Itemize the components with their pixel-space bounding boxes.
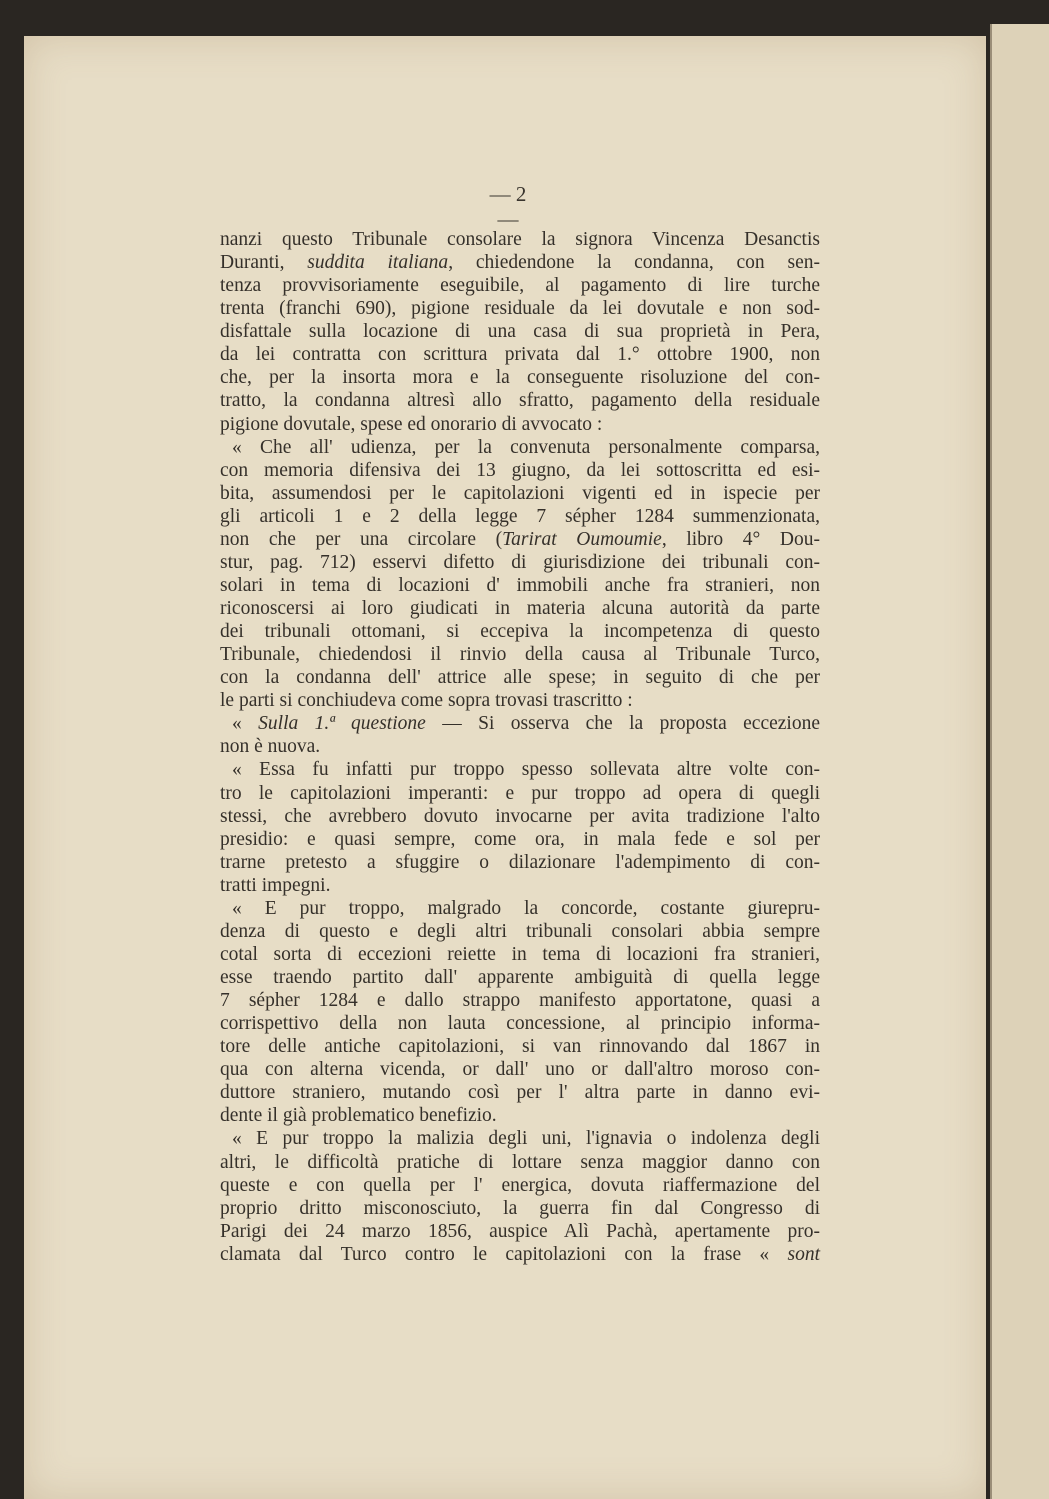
text-line — [220, 1197, 820, 1220]
text-line — [220, 343, 820, 366]
text-line — [220, 551, 820, 574]
text-segment: Duranti, — [220, 252, 308, 274]
text-segment: Tribunale, chiedendosi il rinvio della causa al Tribunale Turco, — [220, 644, 820, 666]
text-line — [220, 413, 820, 436]
text-segment: altri, le difficoltà pratiche di lottare senza maggior danno con — [220, 1151, 820, 1173]
text-segment: « E pur troppo, malgrado la concorde, costante giurepru- — [232, 897, 820, 919]
text-line — [220, 436, 820, 459]
text-segment: riconoscersi ai loro giudicati in materia alcuna autorità da parte — [220, 598, 820, 619]
text-line — [220, 643, 820, 666]
text-segment: « — [232, 713, 259, 735]
text-line — [220, 828, 820, 851]
text-line — [220, 482, 820, 505]
text-line — [220, 1012, 820, 1035]
text-line — [220, 989, 820, 1012]
text-segment: dente il già problematico benefizio. — [220, 1105, 497, 1127]
text-segment: corrispettivo della non lauta concessione, al principio informa- — [220, 1013, 820, 1035]
text-line — [220, 735, 820, 758]
text-line — [220, 851, 820, 874]
text-segment: clamata dal Turco contro le capitolazioni con la frase « — [220, 1243, 788, 1265]
text-line — [220, 1151, 820, 1174]
text-segment: tore delle antiche capitolazioni, si van rinnovando dal 1867 in — [220, 1036, 820, 1058]
text-segment: stessi, che avrebbero dovuto invocarne per avita tradizione l'alto — [220, 805, 820, 827]
text-segment: non è nuova. — [220, 736, 321, 758]
text-segment: bita, assumendosi per le capitolazioni vigenti ed in ispecie per — [220, 482, 820, 504]
text-segment: cotal sorta di eccezioni reiette in tema di locazioni fra stranieri, — [220, 943, 820, 965]
text-segment: pigione dovutale, spese ed onorario di avvocato : — [220, 413, 603, 435]
text-segment: « Essa fu infatti pur troppo spesso sollevata altre volte con- — [232, 759, 820, 781]
body-text — [220, 228, 820, 1266]
text-line — [220, 574, 820, 597]
text-line — [220, 966, 820, 989]
text-line — [220, 897, 820, 920]
text-segment: nanzi questo Tribunale consolare la signora Vincenza Desanctis — [220, 229, 820, 250]
text-segment: tro le capitolazioni imperanti: e pur troppo ad opera di quegli — [220, 782, 820, 804]
text-segment: duttore straniero, mutando così per l' altra parte in danno evi- — [220, 1082, 820, 1104]
text-line — [220, 1035, 820, 1058]
text-segment: Parigi dei 24 marzo 1856, auspice Alì Pachà, apertamente pro- — [220, 1220, 820, 1242]
italic-text: suddita italiana — [307, 252, 449, 274]
text-line — [220, 712, 820, 735]
text-line — [220, 1104, 820, 1127]
text-segment: con la condanna dell' attrice alle spese; in seguito di che per — [220, 667, 820, 689]
text-segment: le parti si conchiudeva come sopra trovasi trascritto : — [220, 690, 633, 712]
text-line — [220, 320, 820, 343]
text-segment: solari in tema di locazioni d' immobili anche fra stranieri, non — [220, 574, 820, 596]
text-segment: disfattale sulla locazione di una casa di sua proprietà in Pera, — [220, 321, 820, 343]
text-segment: da lei contratta con scrittura privata dal 1.° ottobre 1900, non — [220, 344, 820, 366]
text-segment: trenta (franchi 690), pigione residuale da lei dovutale e non sod- — [220, 298, 820, 320]
text-segment: — Si osserva che la proposta eccezione — [425, 713, 820, 735]
text-segment: , chiedendone la condanna, con sen- — [448, 252, 820, 274]
text-segment: non che per una circolare ( — [220, 528, 503, 550]
text-line — [220, 920, 820, 943]
text-segment: che, per la insorta mora e la conseguente risoluzione del con- — [220, 367, 820, 389]
text-segment: queste e con quella per l' energica, dovuta riaffermazione del — [220, 1174, 820, 1196]
text-line — [220, 228, 820, 251]
text-line — [220, 874, 820, 897]
text-line — [220, 389, 820, 412]
text-segment: 7 sépher 1284 e dallo strappo manifesto apportatone, quasi a — [220, 990, 820, 1012]
italic-text: sont — [787, 1243, 820, 1265]
text-line — [220, 459, 820, 482]
text-line — [220, 620, 820, 643]
text-segment: dei tribunali ottomani, si eccepiva la incompetenza di questo — [220, 621, 820, 643]
text-line — [220, 1243, 820, 1266]
text-line — [220, 597, 820, 620]
text-line — [220, 689, 820, 712]
text-line — [220, 297, 820, 320]
text-segment: tratti impegni. — [220, 874, 331, 896]
text-line — [220, 1081, 820, 1104]
text-segment: denza di questo e degli altri tribunali consolari abbia sempre — [220, 920, 820, 942]
text-segment: tenza provvisoriamente eseguibile, al pagamento di lire turche — [220, 275, 820, 297]
adjacent-page-edge — [990, 24, 1049, 1499]
text-segment: , libro 4° Dou- — [661, 528, 820, 550]
text-segment: qua con alterna vicenda, or dall' uno or dall'altro moroso con- — [220, 1059, 820, 1081]
text-line — [220, 1220, 820, 1243]
text-line — [220, 758, 820, 781]
italic-text: Tarirat Oumoumie — [502, 528, 662, 550]
text-line — [220, 805, 820, 828]
text-line — [220, 943, 820, 966]
text-segment: gli articoli 1 e 2 della legge 7 sépher 1284 summenzionata, — [220, 505, 820, 527]
text-line — [220, 1127, 820, 1150]
page-number: — 2 — — [489, 182, 527, 231]
text-segment: « Che all' udienza, per la convenuta personalmente comparsa, — [232, 436, 820, 458]
text-segment: stur, pag. 712) esservi difetto di giurisdizione dei tribunali con- — [220, 551, 820, 573]
text-segment: esse traendo partito dall' apparente ambiguità di quella legge — [220, 967, 820, 988]
text-line — [220, 1058, 820, 1081]
text-line — [220, 666, 820, 689]
text-line — [220, 782, 820, 805]
italic-text: Sulla 1.ª questione — [258, 713, 426, 735]
text-line — [220, 528, 820, 551]
text-line — [220, 505, 820, 528]
text-segment: trarne pretesto a sfuggire o dilazionare l'adempimento di con- — [220, 851, 820, 873]
text-segment: proprio dritto misconosciuto, la guerra fin dal Congresso di — [220, 1197, 820, 1219]
text-line — [220, 366, 820, 389]
text-line — [220, 274, 820, 297]
text-line — [220, 1174, 820, 1197]
text-line — [220, 251, 820, 274]
text-segment: « E pur troppo la malizia degli uni, l'ignavia o indolenza degli — [232, 1128, 820, 1150]
text-segment: tratto, la condanna altresì allo sfratto, pagamento della residuale — [220, 390, 820, 412]
text-segment: con memoria difensiva dei 13 giugno, da lei sottoscritta ed esi- — [220, 459, 820, 481]
text-segment: presidio: e quasi sempre, come ora, in mala fede e sol per — [220, 828, 820, 850]
